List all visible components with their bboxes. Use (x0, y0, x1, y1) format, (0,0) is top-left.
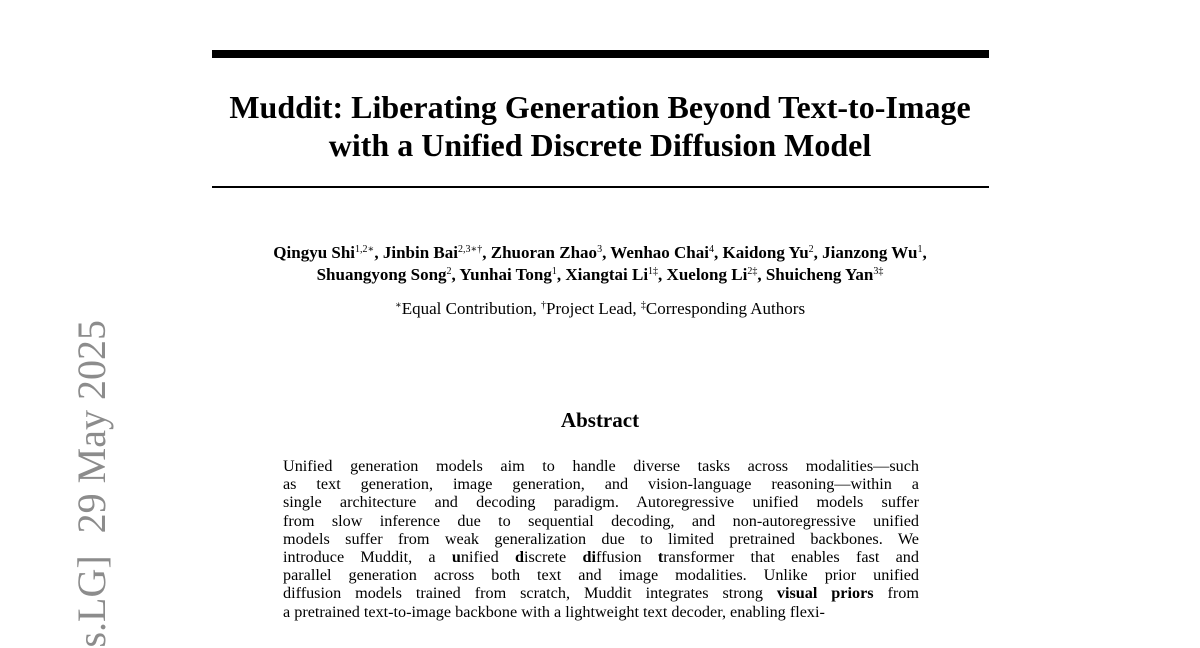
abstract-heading: Abstract (560, 408, 640, 432)
author-name: Jianzong Wu (822, 243, 918, 262)
author-separator: , (757, 265, 766, 284)
abstract-emphasis: d (514, 548, 524, 567)
abstract-text: single architecture and decoding paradigm. Autoregressive unified models suffer (283, 493, 919, 512)
author (667, 265, 758, 284)
author-affiliation-mark: 2‡ (747, 266, 758, 277)
author (383, 243, 482, 262)
author (491, 243, 602, 262)
abstract-text: Unified generation models aim to handle diverse tasks across modalities—such (283, 457, 919, 475)
author (317, 265, 452, 284)
abstract-line (283, 457, 919, 475)
abstract-line (283, 584, 919, 602)
author-affiliation-mark: 2,3∗† (457, 244, 483, 255)
author-separator: , (813, 243, 823, 262)
abstract-line (283, 566, 919, 584)
abstract-text: parallel generation across both text and image modalities. Unlike prior unified (283, 566, 919, 585)
author-separator: , (658, 265, 667, 284)
abstract-text: as text generation, image generation, and vision-language reasoning—within a (283, 475, 919, 494)
author-separator: , (374, 243, 383, 262)
author-name: Xuelong Li (666, 265, 748, 284)
equal-contribution-text: Equal Contribution, (401, 299, 542, 318)
author-name: Kaidong Yu (722, 243, 809, 262)
title-bottom-rule (212, 186, 989, 188)
abstract-emphasis: t (657, 548, 664, 567)
author (273, 243, 374, 262)
author-name: Yunhai Tong (459, 265, 552, 284)
author-separator: , (714, 243, 723, 262)
paper-title-line-2: with a Unified Discrete Diffusion Model (328, 127, 872, 163)
arxiv-side-stamp (69, 320, 114, 648)
author-separator: , (602, 243, 611, 262)
abstract-text: models suffer from weak generalization due to limited pretrained backbones. We (283, 529, 919, 548)
abstract-line (283, 475, 919, 493)
corresponding-author-mark: ‡ (640, 300, 646, 311)
author-affiliation-mark: 1 (917, 244, 923, 255)
author-name: Shuicheng Yan (765, 265, 874, 284)
author-name: Jinbin Bai (382, 243, 458, 262)
author (565, 265, 658, 284)
author-affiliation-mark: 3‡ (873, 266, 884, 277)
abstract-text: from slow inference due to sequential decoding, and non-autoregressive unified (283, 511, 919, 530)
project-lead-text: Project Lead, (546, 299, 641, 318)
abstract-line (283, 512, 919, 530)
abstract-text: ffusion (596, 548, 658, 567)
title-top-rule (212, 50, 989, 58)
abstract-text: a pretrained text-to-image backbone with a lightweight text decoder, enabling flexi- (283, 602, 825, 621)
contribution-note (150, 298, 1050, 320)
author-name: Zhuoran Zhao (490, 243, 598, 262)
author-affiliation-mark: 1 (551, 266, 557, 277)
abstract-emphasis: visual priors (776, 584, 874, 603)
equal-contribution-mark: ∗ (394, 300, 402, 311)
paper-title (150, 88, 1050, 164)
corresponding-author-text: Corresponding Authors (645, 299, 806, 318)
author (610, 243, 714, 262)
abstract-text: diffusion models trained from scratch, Muddit integrates strong (283, 584, 777, 603)
abstract-text: nified (460, 548, 515, 567)
abstract-emphasis: di (582, 548, 597, 567)
author (822, 243, 922, 262)
abstract-text: from (873, 584, 919, 603)
author-affiliation-mark: 3 (597, 244, 603, 255)
author-line-1 (150, 242, 1050, 264)
abstract-body (283, 457, 919, 621)
author (723, 243, 814, 262)
abstract-text: introduce Muddit, a (283, 548, 452, 567)
author-name: Qingyu Shi (273, 243, 356, 262)
author-separator: , (556, 265, 566, 284)
author-separator: , (482, 243, 491, 262)
author-affiliation-mark: 2 (808, 244, 814, 255)
author-affiliation-mark: 4 (709, 244, 714, 255)
author-affiliation-mark: 1‡ (648, 266, 659, 277)
abstract-text: iscrete (523, 548, 583, 567)
project-lead-mark: † (541, 300, 547, 311)
abstract-emphasis: u (451, 548, 461, 567)
author (459, 265, 556, 284)
abstract-text: ransformer that enables fast and (663, 548, 919, 567)
author-name: Shuangyong Song (316, 265, 447, 284)
author (766, 265, 884, 284)
arxiv-category: s.LG] (69, 555, 114, 648)
abstract-line (283, 493, 919, 511)
author-list (150, 242, 1050, 286)
abstract-line (283, 548, 919, 566)
abstract-line (283, 603, 919, 621)
author-line-2 (150, 264, 1050, 286)
author-separator: , (451, 265, 460, 284)
author-affiliation-mark: 2 (446, 266, 452, 277)
author-separator: , (922, 243, 927, 262)
author-affiliation-mark: 1,2∗ (355, 244, 375, 255)
author-name: Xiangtai Li (565, 265, 649, 284)
abstract-line (283, 530, 919, 548)
author-name: Wenhao Chai (610, 243, 709, 262)
arxiv-date: 29 May 2025 (69, 320, 114, 534)
paper-title-line-1: Muddit: Liberating Generation Beyond Text-to-Image (229, 89, 971, 125)
